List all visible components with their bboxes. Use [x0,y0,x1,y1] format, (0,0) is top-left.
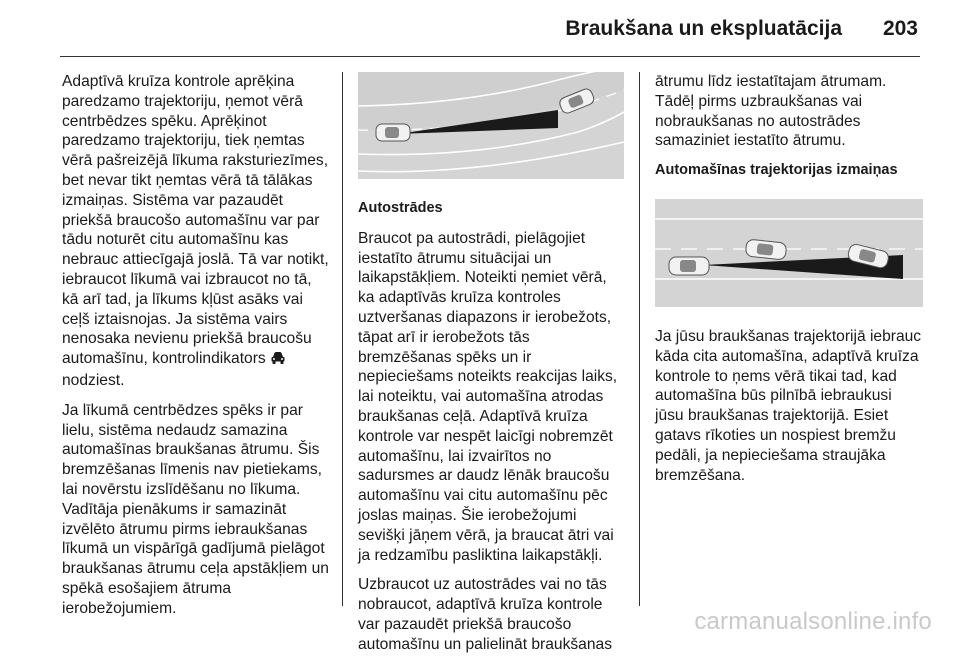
header-divider [60,56,920,57]
paragraph-curve-trajectory [62,72,330,391]
page-number: 203 [882,17,918,40]
paragraph-centrifugal-force: Ja līkumā centrbēdzes spēks ir par lielu, sistēma nedaudz samazina automašīnas braukšanas ātrumu. Šis bremzēšanas līmenis nav pietiekams, lai novērstu izslīdēšanu no līkuma. Vadītāja pienākums ir samazināt izvēlēto ātrumu pirms iebraukšanas līkumā un vispārīgā gadījumā pielāgot braukšanas ātrumu ceļa apstākļiem un spēkā esošajiem ātruma ierobežojumiem. [62,401,329,617]
watermark: carmanualsonline.info [694,608,932,635]
illustration-lane-change [655,199,923,307]
paragraph-set-speed: ātrumu līdz iestatītajam ātrumam. Tādēļ pirms uzbraukšanas vai nobraukšanas no autostrādes samaziniet iestatīto ātrumu. [655,73,887,150]
illustration-curve-road [358,72,624,179]
column-3 [655,72,923,495]
paragraph-curve-trajectory-text: Adaptīvā kruīza kontrole aprēķina paredzamo trajektoriju, ņemot vērā centrbēdzes spēku. Aprēķinot paredzamo trajektoriju, tiek ņemtas vērā pašreizējā līkuma raksturiezīmes, bet nevar tikt ņemtas vērā tā tālākas izmaiņas. Sistēma var pazaudēt priekšā braucošo automašīnu var par tādu noturēt citu automašīnu kas nebrauc attiecīgajā joslā. Tā var notikt, iebraucot līkumā vai izbraucot no tā, kā arī tad, ja līkums kļūst asāks vai ceļš iztaisnojas. Ja sistēma vairs nenosaka nevienu priekšā braucošu automašīnu, kontrolindikators [62,73,329,368]
column-divider-1 [342,72,343,606]
page-header [0,0,960,60]
paragraph-highways: Braucot pa autostrādi, pielāgojiet iestatīto ātrumu situācijai un laikapstākļiem. Noteikti ņemiet vērā, ka adaptīvās kruīza kontroles uztveršanas diapazons ir ierobežots, tāpat arī ir ierobežots tās bremzēšanas spēks un ir nepieciešams noteikts reakcijas laiks, lai noteiktu, vai automašīna atrodas braukšanas ceļā. Adaptīvā kruīza kontrole var nespēt laicīgi nobremzēt automašīnu, lai izvairītos no sadursmes ar daudz lēnāk braucošu automašīnu vai citu automašīnu pēc joslas maiņas. Šie ierobežojumi sevišķi jāņem vērā, ja braucat ātri vai ja redzamību pasliktina laikapstākļi. [358,229,618,564]
section-heading-trajectory-change: Automašīnas trajektorijas izmaiņas [655,162,898,179]
paragraph-highway-exit: Uzbraucot uz autostrādes vai no tās nobraucot, adaptīvā kruīza kontrole var pazaudēt priekšā braucošo automašīnu un palielināt braukšanas [358,576,612,653]
paragraph-curve-trajectory-end: nodziest. [62,371,125,389]
column-2 [358,72,624,665]
page-title: Braukšana un ekspluatācija [565,17,842,40]
column-1 [62,72,330,629]
paragraph-cut-in: Ja jūsu braukšanas trajektorijā iebrauc kāda cita automašīna, adaptīvā kruīza kontrole to ņems vērā tikai tad, kad automašīna būs pilnībā iebraukusi jūsu braukšanas trajektorijā. Esiet gatavs rīkoties un nospiest bremžu pedāli, ja nepieciešama straujāka bremzēšana. [655,327,922,484]
column-divider-2 [639,72,640,606]
section-heading-highways: Autostrādes [358,200,443,216]
vehicle-ahead-indicator-icon [270,351,286,371]
